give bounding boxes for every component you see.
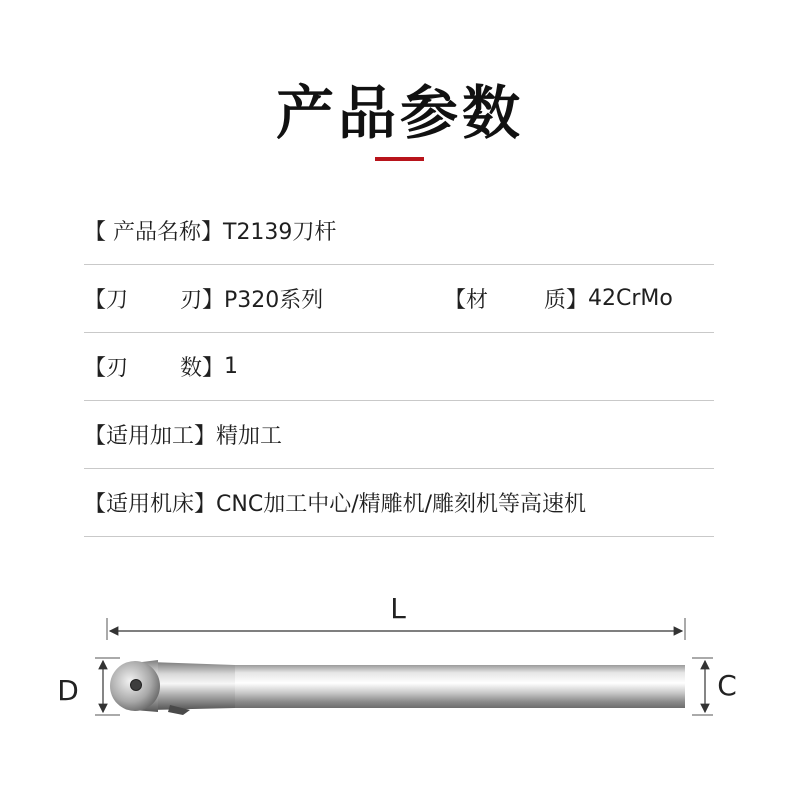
head-diameter-label: D bbox=[57, 674, 79, 707]
param-row-process bbox=[84, 400, 714, 469]
tool-holder-diagram bbox=[0, 560, 800, 760]
param-row-blade-material bbox=[84, 264, 714, 333]
tool-tip-screw bbox=[131, 680, 142, 691]
length-label: L bbox=[390, 592, 406, 625]
param-row-name bbox=[84, 196, 714, 265]
page-title: 产品参数 bbox=[275, 79, 524, 147]
tool-neck bbox=[150, 662, 235, 710]
param-value-material: 42CrMo bbox=[588, 285, 673, 311]
param-label-blade-right: 刃】 bbox=[180, 287, 225, 313]
param-label-process: 【适用加工】 bbox=[84, 423, 217, 449]
tool-shank bbox=[235, 665, 685, 708]
param-value-blade: P320系列 bbox=[224, 287, 324, 313]
param-row-machine bbox=[84, 468, 714, 537]
param-value-machine: CNC加工中心/精雕机/雕刻机等高速机 bbox=[216, 491, 587, 517]
param-value-process: 精加工 bbox=[216, 423, 283, 449]
param-label-machine: 【适用机床】 bbox=[84, 491, 217, 517]
shank-diameter-label: C bbox=[717, 669, 737, 702]
param-row-flutes bbox=[84, 332, 714, 401]
param-label-material-left: 【材 bbox=[444, 287, 489, 313]
param-label-name: 【 产品名称】 bbox=[84, 219, 223, 245]
param-label-blade-left: 【刀 bbox=[84, 287, 129, 313]
param-label-flutes-right: 数】 bbox=[180, 355, 225, 381]
param-label-flutes-left: 【刃 bbox=[84, 355, 129, 381]
param-value-flutes: 1 bbox=[224, 353, 239, 379]
param-value-name: T2139刀杆 bbox=[223, 219, 337, 245]
param-label-material-right: 质】 bbox=[544, 287, 589, 313]
title-underline bbox=[375, 157, 424, 161]
